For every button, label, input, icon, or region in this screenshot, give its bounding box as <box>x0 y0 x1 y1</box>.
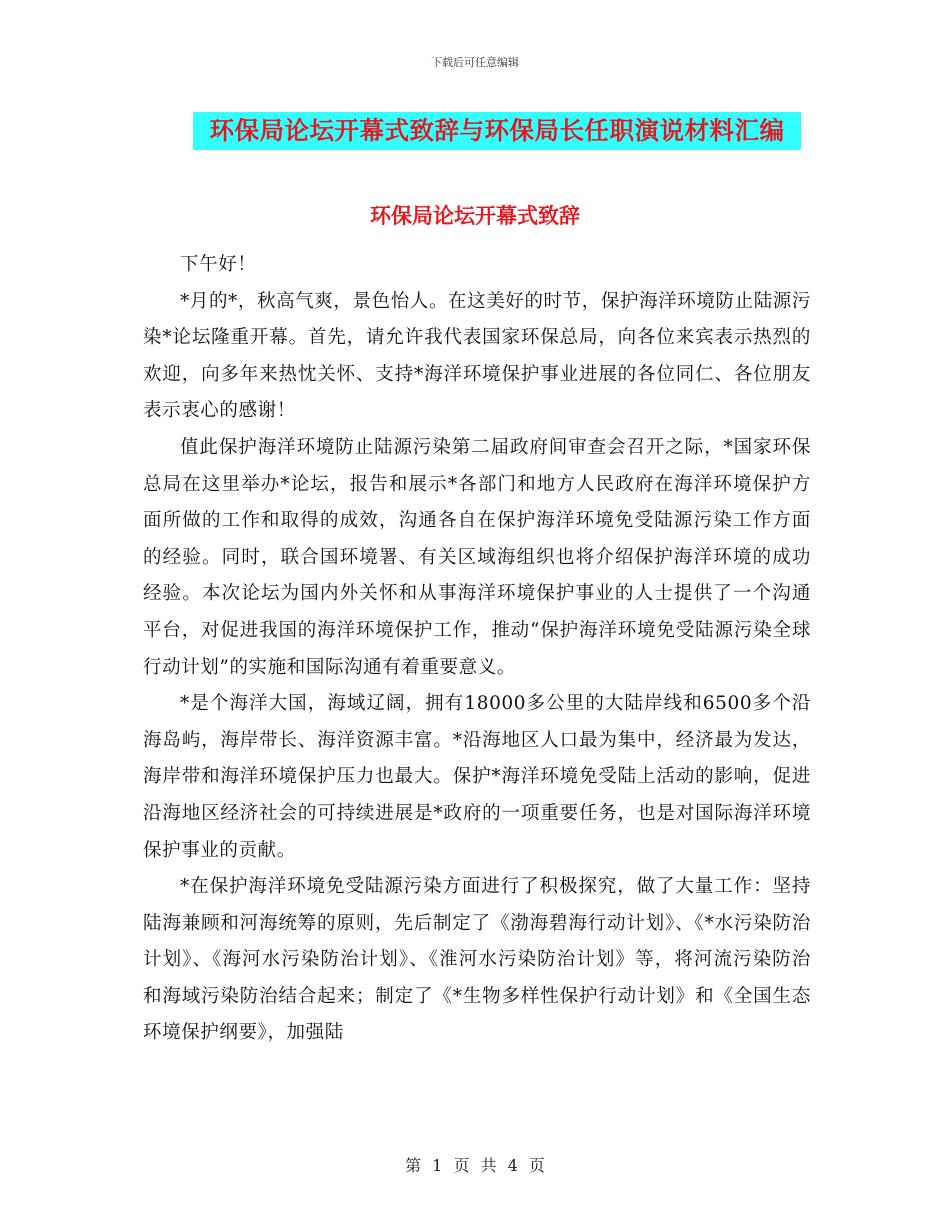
paragraph: *在保护海洋环境免受陆源污染方面进行了积极探究，做了大量工作：坚持陆海兼顾和河海统筹的原则，先后制定了《渤海碧海行动计划》、《*水污染防治计划》、《海河水污染防治计划》、《淮河水污染防治计划》等，将河流污染防治和海域污染防治结合起来；制定了《*生物多样性保护行动计划》和《全国生态环境保护纲要》，加强陆 <box>143 876 811 1044</box>
section-title: 环保局论坛开幕式致辞 <box>370 204 580 228</box>
header-note: 下载后可任意编辑 <box>431 56 519 69</box>
paragraph: 值此保护海洋环境防止陆源污染第二届政府间审查会召开之际，*国家环保总局在这里举办*论坛，报告和展示*各部门和地方人民政府在海洋环境保护方面所做的工作和取得的成效，沟通各自在保护海洋环境免受陆源污染工作方面的经验。同时，联合国环境署、有关区域海组织也将介绍保护海洋环境的成功经验。本次论坛为国内外关怀和从事海洋环境保护事业的人士提供了一个沟通平台，对促进我国的海洋环境保护工作，推动“保护海洋环境免受陆源污染全球行动计划”的实施和国际沟通有着重要意义。 <box>143 436 811 678</box>
document-body <box>143 247 811 1052</box>
document-title: 环保局论坛开幕式致辞与环保局长任职演说材料汇编 <box>193 112 801 150</box>
page-number: 第 1 页 共 4 页 <box>405 1156 545 1175</box>
paragraph: *月的*，秋高气爽，景色怡人。在这美好的时节，保护海洋环境防止陆源污染*论坛隆重开幕。首先，请允许我代表国家环保总局，向各位来宾表示热烈的欢迎，向多年来热忱关怀、支持*海洋环境保护事业进展的各位同仁、各位朋友表示衷心的感谢！ <box>143 290 811 422</box>
paragraph-greeting: 下午好！ <box>180 254 257 275</box>
paragraph: *是个海洋大国，海域辽阔，拥有18000多公里的大陆岸线和6500多个沿海岛屿，海岸带长、海洋资源丰富。*沿海地区人口最为集中，经济最为发达，海岸带和海洋环境保护压力也最大。保护*海洋环境免受陆上活动的影响，促进沿海地区经济社会的可持续进展是*政府的一项重要任务，也是对国际海洋环境保护事业的贡献。 <box>143 693 811 861</box>
